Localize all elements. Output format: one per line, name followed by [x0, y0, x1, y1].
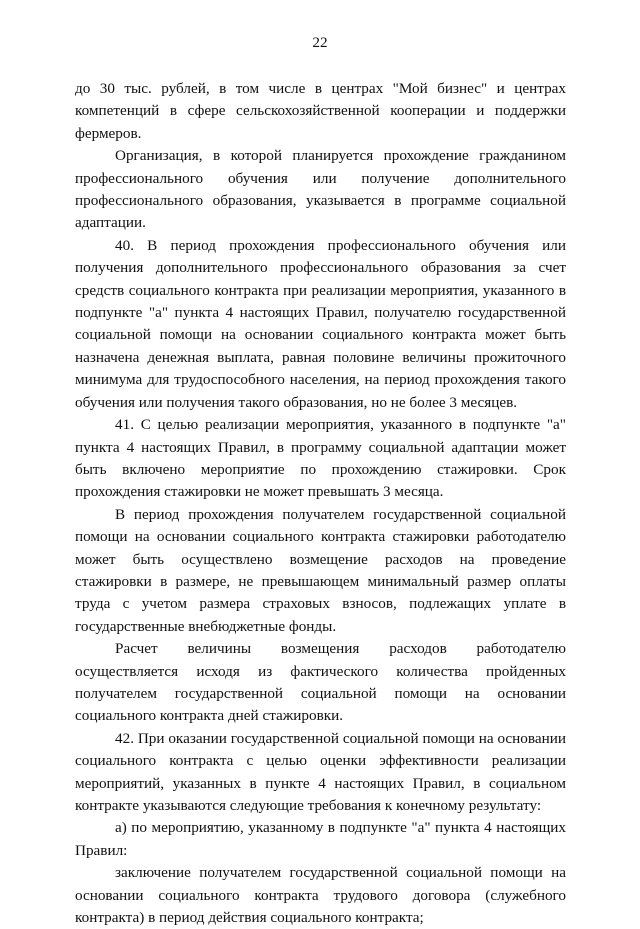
- page-number: 22: [312, 34, 328, 51]
- document-body: [75, 78, 566, 929]
- paragraph: 42. При оказании государственной социальной помощи на основании социального контракта с целью оценки эффективности реализации мероприятий, указанных в пункте 4 настоящих Правил, в социальном контракте указываются следующие требования к конечному результату:: [75, 729, 566, 814]
- paragraph: Организация, в которой планируется прохождение гражданином профессионального обучения или получение дополнительного профессионального образования, указывается в программе социальной адаптации.: [75, 147, 566, 232]
- paragraph: В период прохождения получателем государственной социальной помощи на основании социального контракта стажировки работодателю может быть осуществлено возмещение расходов на проведение стажировки в размере, не превышающем минимальный размер оплаты труда с учетом размера страховых взносов, подлежащих уплате в государственные внебюджетные фонды.: [75, 505, 566, 635]
- paragraph: Расчет величины возмещения расходов работодателю осуществляется исходя из фактического количества пройденных получателем государственной социальной помощи на основании социального контракта дней стажировки.: [75, 640, 566, 725]
- paragraph: 41. С целью реализации мероприятия, указанного в подпункте "а" пункта 4 настоящих Правил, в программу социальной адаптации может быть включено мероприятие по прохождению стажировки. Срок прохождения стажировки не может превышать 3 месяца.: [75, 416, 566, 501]
- paragraph: заключение получателем государственной социальной помощи на основании социального контракта трудового договора (служебного контракта) в период действия социального контракта;: [75, 864, 566, 927]
- paragraph: до 30 тыс. рублей, в том числе в центрах "Мой бизнес" и центрах компетенций в сфере сельскохозяйственной кооперации и поддержки фермеров.: [75, 80, 566, 142]
- paragraph: 40. В период прохождения профессионального обучения или получения дополнительного профессионального образования за счет средств социального контракта при реализации мероприятия, указанного в подпункте "а" пункта 4 настоящих Правил, получателю государственной социальной помощи на основании социального контракта может быть назначена денежная выплата, равная половине величины прожиточного минимума для трудоспособного населения, на период прохождения такого обучения или получения такого образования, но не более 3 месяцев.: [75, 236, 566, 411]
- paragraph: а) по мероприятию, указанному в подпункте "а" пункта 4 настоящих Правил:: [75, 819, 566, 859]
